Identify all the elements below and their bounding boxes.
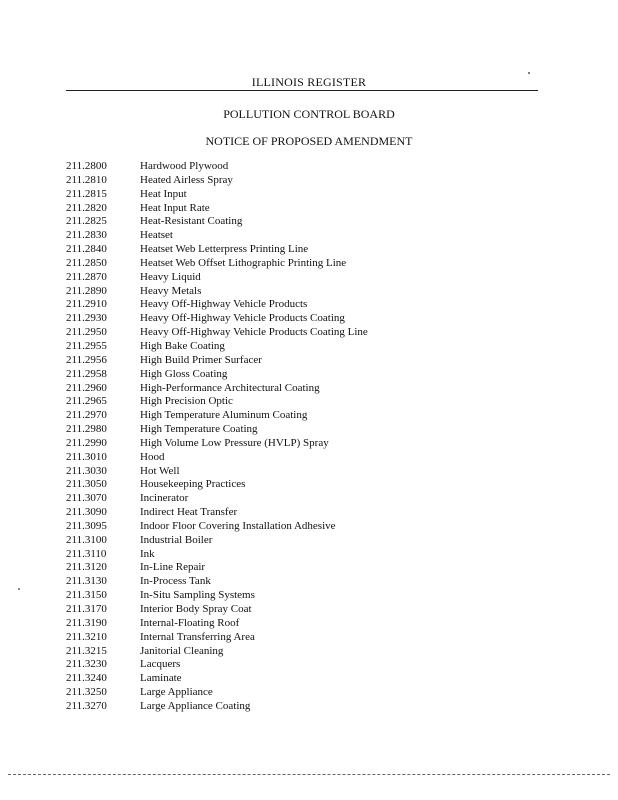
section-term: Heavy Liquid xyxy=(140,270,201,283)
section-term: Large Appliance xyxy=(140,686,213,699)
list-item xyxy=(66,465,546,479)
section-number: 211.3250 xyxy=(66,686,107,699)
section-term: Heavy Metals xyxy=(140,284,202,297)
section-term: Lacquers xyxy=(140,658,181,671)
section-term: Industrial Boiler xyxy=(140,533,213,546)
section-term: High Gloss Coating xyxy=(140,367,228,380)
list-item xyxy=(66,534,546,548)
section-number: 211.2956 xyxy=(66,353,107,366)
header-rule xyxy=(66,90,538,91)
section-term: Heatset xyxy=(140,229,173,242)
section-term: Heat-Resistant Coating xyxy=(140,215,243,228)
section-number: 211.3010 xyxy=(66,450,107,463)
section-number: 211.3110 xyxy=(66,547,107,560)
list-item xyxy=(66,617,546,631)
list-item xyxy=(66,589,546,603)
section-number: 211.2800 xyxy=(66,160,107,172)
section-number: 211.3215 xyxy=(66,644,107,657)
section-term: Heated Airless Spray xyxy=(140,173,233,186)
list-item xyxy=(66,658,546,672)
section-number: 211.2955 xyxy=(66,339,107,352)
list-item xyxy=(66,631,546,645)
section-term: Janitorial Cleaning xyxy=(140,644,224,657)
section-number: 211.3230 xyxy=(66,658,107,671)
list-item xyxy=(66,285,546,299)
section-number: 211.3210 xyxy=(66,630,107,643)
list-item xyxy=(66,271,546,285)
section-number: 211.2810 xyxy=(66,173,107,186)
section-number: 211.3240 xyxy=(66,672,107,685)
section-term: High Volume Low Pressure (HVLP) Spray xyxy=(140,436,329,449)
stray-dot-mark xyxy=(528,72,530,74)
section-number: 211.2910 xyxy=(66,298,107,311)
list-item xyxy=(66,382,546,396)
section-term: Heatset Web Letterpress Printing Line xyxy=(140,243,309,256)
section-number: 211.2830 xyxy=(66,229,107,242)
section-term: Internal Transferring Area xyxy=(140,630,255,643)
register-title: ILLINOIS REGISTER xyxy=(251,75,367,89)
section-number: 211.3100 xyxy=(66,533,107,546)
section-number: 211.2970 xyxy=(66,409,107,422)
list-item xyxy=(66,423,546,437)
section-term: Internal-Floating Roof xyxy=(140,616,240,629)
board-title: POLLUTION CONTROL BOARD xyxy=(223,107,395,121)
list-item xyxy=(66,298,546,312)
section-number: 211.2820 xyxy=(66,201,107,214)
list-item xyxy=(66,326,546,340)
list-item xyxy=(66,686,546,700)
section-term: Ink xyxy=(140,547,155,560)
section-term: Heat Input xyxy=(140,187,187,200)
list-item xyxy=(66,492,546,506)
section-number: 211.2965 xyxy=(66,395,107,408)
list-item xyxy=(66,575,546,589)
section-term: Heavy Off-Highway Vehicle Products Coating xyxy=(140,312,345,325)
section-term: High Bake Coating xyxy=(140,339,225,352)
section-term: In-Line Repair xyxy=(140,561,206,574)
section-number: 211.2958 xyxy=(66,367,107,380)
list-item xyxy=(66,506,546,520)
section-number: 211.2980 xyxy=(66,423,107,436)
section-term: Hardwood Plywood xyxy=(140,160,229,172)
footer-rule xyxy=(8,774,610,775)
section-term: Large Appliance Coating xyxy=(140,699,251,712)
list-item xyxy=(66,520,546,534)
list-item xyxy=(66,548,546,562)
section-term: Indoor Floor Covering Installation Adhesive xyxy=(140,519,336,532)
section-term: Heatset Web Offset Lithographic Printing Line xyxy=(140,256,347,269)
section-term: Laminate xyxy=(140,672,182,685)
section-number: 211.2870 xyxy=(66,270,107,283)
section-number: 211.3120 xyxy=(66,561,107,574)
section-term: Heavy Off-Highway Vehicle Products xyxy=(140,298,308,311)
list-item xyxy=(66,700,546,714)
section-term: High Temperature Coating xyxy=(140,423,258,436)
section-number: 211.3070 xyxy=(66,492,107,505)
list-item xyxy=(66,409,546,423)
list-item xyxy=(66,174,546,188)
section-term: High Build Primer Surfacer xyxy=(140,353,262,366)
section-term: High-Performance Architectural Coating xyxy=(140,381,320,394)
list-item xyxy=(66,340,546,354)
list-item xyxy=(66,478,546,492)
section-number: 211.2850 xyxy=(66,256,107,269)
section-number: 211.3030 xyxy=(66,464,107,477)
list-item xyxy=(66,395,546,409)
list-item xyxy=(66,229,546,243)
section-number: 211.2990 xyxy=(66,436,107,449)
list-item xyxy=(66,451,546,465)
section-number: 211.3190 xyxy=(66,616,107,629)
section-number: 211.2960 xyxy=(66,381,107,394)
section-number: 211.2890 xyxy=(66,284,107,297)
section-term: High Precision Optic xyxy=(140,395,233,408)
list-item xyxy=(66,561,546,575)
section-number: 211.2815 xyxy=(66,187,107,200)
section-number: 211.2840 xyxy=(66,243,107,256)
section-term: In-Process Tank xyxy=(140,575,211,588)
section-term: High Temperature Aluminum Coating xyxy=(140,409,308,422)
section-term: Heat Input Rate xyxy=(140,201,210,214)
list-item xyxy=(66,354,546,368)
section-term: Hot Well xyxy=(140,464,180,477)
list-item xyxy=(66,645,546,659)
section-term: Housekeeping Practices xyxy=(140,478,246,491)
list-item xyxy=(66,603,546,617)
section-term: Indirect Heat Transfer xyxy=(140,506,238,519)
section-number: 211.2950 xyxy=(66,326,107,339)
list-item xyxy=(66,160,546,174)
list-item xyxy=(66,215,546,229)
list-item xyxy=(66,243,546,257)
section-term: Hood xyxy=(140,450,165,463)
section-number: 211.2930 xyxy=(66,312,107,325)
notice-title: NOTICE OF PROPOSED AMENDMENT xyxy=(205,134,413,148)
list-item xyxy=(66,437,546,451)
section-number: 211.2825 xyxy=(66,215,107,228)
section-number: 211.3270 xyxy=(66,699,107,712)
section-term: In-Situ Sampling Systems xyxy=(140,589,255,602)
list-item xyxy=(66,257,546,271)
list-item xyxy=(66,368,546,382)
section-term: Interior Body Spray Coat xyxy=(140,603,252,615)
section-number: 211.3130 xyxy=(66,575,107,588)
section-term: Incinerator xyxy=(140,492,189,505)
section-list xyxy=(66,160,546,714)
list-item xyxy=(66,672,546,686)
section-number: 211.3090 xyxy=(66,506,107,519)
section-term: Heavy Off-Highway Vehicle Products Coating Line xyxy=(140,326,368,339)
list-item xyxy=(66,202,546,216)
section-number: 211.3170 xyxy=(66,603,107,615)
margin-mark xyxy=(18,588,20,590)
section-number: 211.3095 xyxy=(66,519,107,532)
list-item xyxy=(66,188,546,202)
section-number: 211.3150 xyxy=(66,589,107,602)
list-item xyxy=(66,312,546,326)
section-number: 211.3050 xyxy=(66,478,107,491)
